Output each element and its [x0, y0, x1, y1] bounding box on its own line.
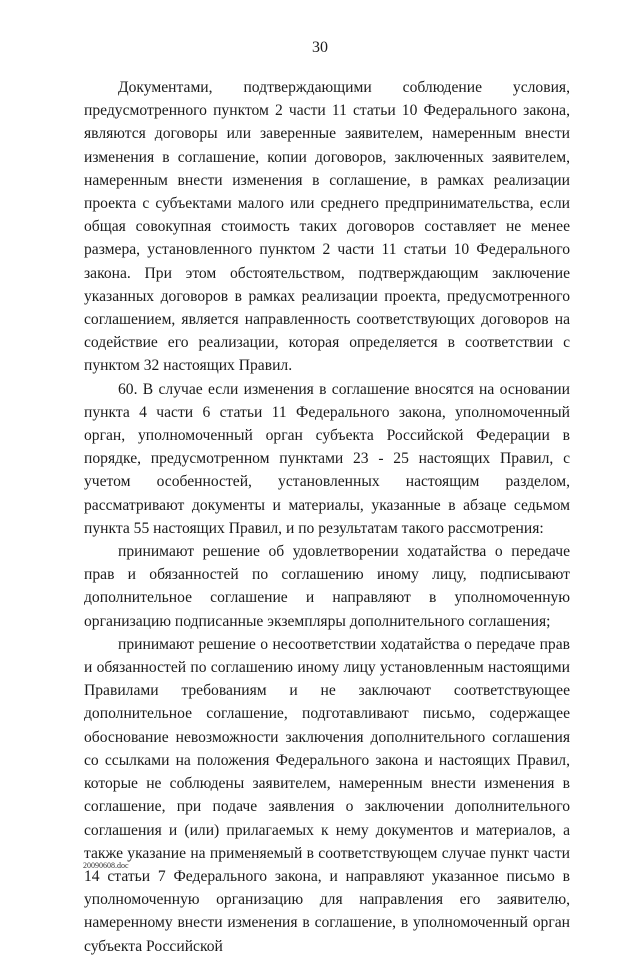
paragraph-documents-confirming: Документами, подтверждающими соблюдение условия, предусмотренного пунктом 2 части 11 статьи 10 Федерального закона, являются договоры или заверенные заявителем, намеренным внести изменения в соглашение, копии договоров, заключенных заявителем, намеренным внести изменения в соглашение, в рамках реализации проекта с субъектами малого или среднего предпринимательства, если общая совокупная стоимость таких договоров составляет не менее размера, установленного пунктом 2 части 11 статьи 10 Федерального закона. При этом обстоятельством, подтверждающим заключение указанных договоров в рамках реализации проекта, предусмотренного соглашением, является направленность соответствующих договоров на содействие его реализации, которая определяется в соответствии с пунктом 32 настоящих Правил.	[84, 79, 570, 375]
page-number: 30	[312, 39, 328, 56]
paragraph-decision-reject: принимают решение о несоответствии ходатайства о передаче прав и обязанностей по соглашению иному лицу установленным настоящими Правилами требованиям и не заключают соответствующее дополнительное соглашение, подготавливают письмо, содержащее обоснование невозможности заключения дополнительного соглашения со ссылками на положения Федерального закона и настоящих Правил, которые не соблюдены заявителем, намеренным внести изменения в соглашение, при подаче заявления о заключении дополнительного соглашения и (или) прилагаемых к нему документов и материалов, а также указание на применяемый в соответствующем случае пункт части 14 статьи 7 Федерального закона, и направляют указанное письмо в уполномоченную организацию для направления его заявителю, намеренному внести изменения в соглашение, в уполномоченный орган субъекта Российской	[84, 635, 570, 955]
document-body	[84, 76, 570, 958]
footer-filename: 20090608.doc	[83, 861, 129, 870]
paragraph-item-60: 60. В случае если изменения в соглашение вносятся на основании пункта 4 части 6 статьи 11 Федерального закона, уполномоченный орган, уполномоченный орган субъекта Российской Федерации в порядке, предусмотренном пунктами 23 - 25 настоящих Правил, с учетом особенностей, установленных настоящим разделом, рассматривают документы и материалы, указанные в абзаце седьмом пункта 55 настоящих Правил, и по результатам такого рассмотрения:	[84, 380, 570, 537]
paragraph-decision-approve: принимают решение об удовлетворении ходатайства о передаче прав и обязанностей по соглашению иному лицу, подписывают дополнительное соглашение и направляют в уполномоченную организацию подписанные экземпляры дополнительного соглашения;	[84, 543, 570, 630]
